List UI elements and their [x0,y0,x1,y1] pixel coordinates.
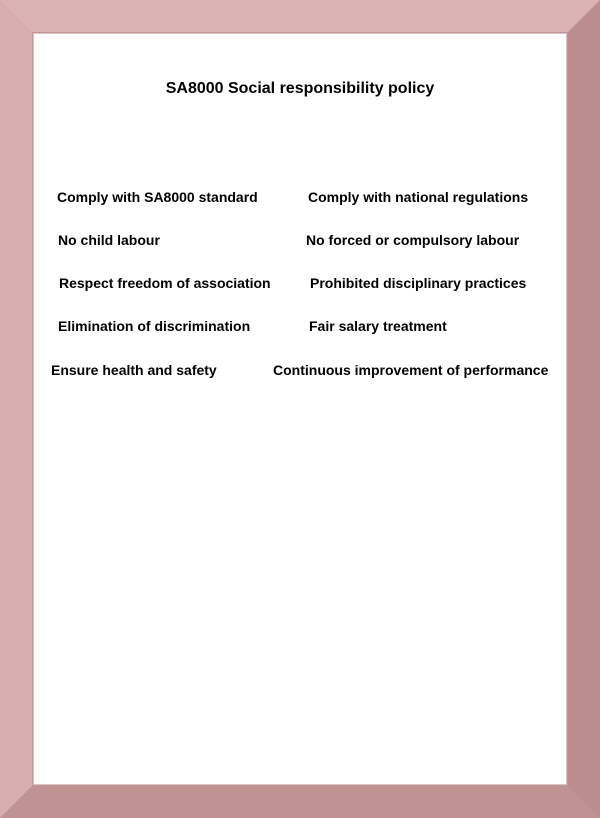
policy-item-no-child-labour: No child labour [58,232,160,248]
policy-page [33,33,567,785]
policy-item-disciplinary-practices: Prohibited disciplinary practices [310,275,527,291]
policy-item-health-and-safety: Ensure health and safety [51,362,217,378]
page-title: SA8000 Social responsibility policy [165,80,435,97]
policy-item-national-regulations: Comply with national regulations [308,189,529,205]
policy-item-continuous-improvement: Continuous improvement of performance [273,362,549,378]
policy-item-sa8000-standard: Comply with SA8000 standard [57,189,258,205]
frame-bevel-right [568,0,600,818]
policy-item-fair-salary: Fair salary treatment [309,318,447,334]
frame-bevel-left [0,0,32,818]
frame-bevel-top [0,0,600,32]
policy-item-no-forced-labour: No forced or compulsory labour [306,232,520,248]
frame-bevel-bottom [0,786,600,818]
policy-item-elimination-of-discrimination: Elimination of discrimination [58,318,251,334]
policy-item-freedom-of-association: Respect freedom of association [59,275,271,291]
